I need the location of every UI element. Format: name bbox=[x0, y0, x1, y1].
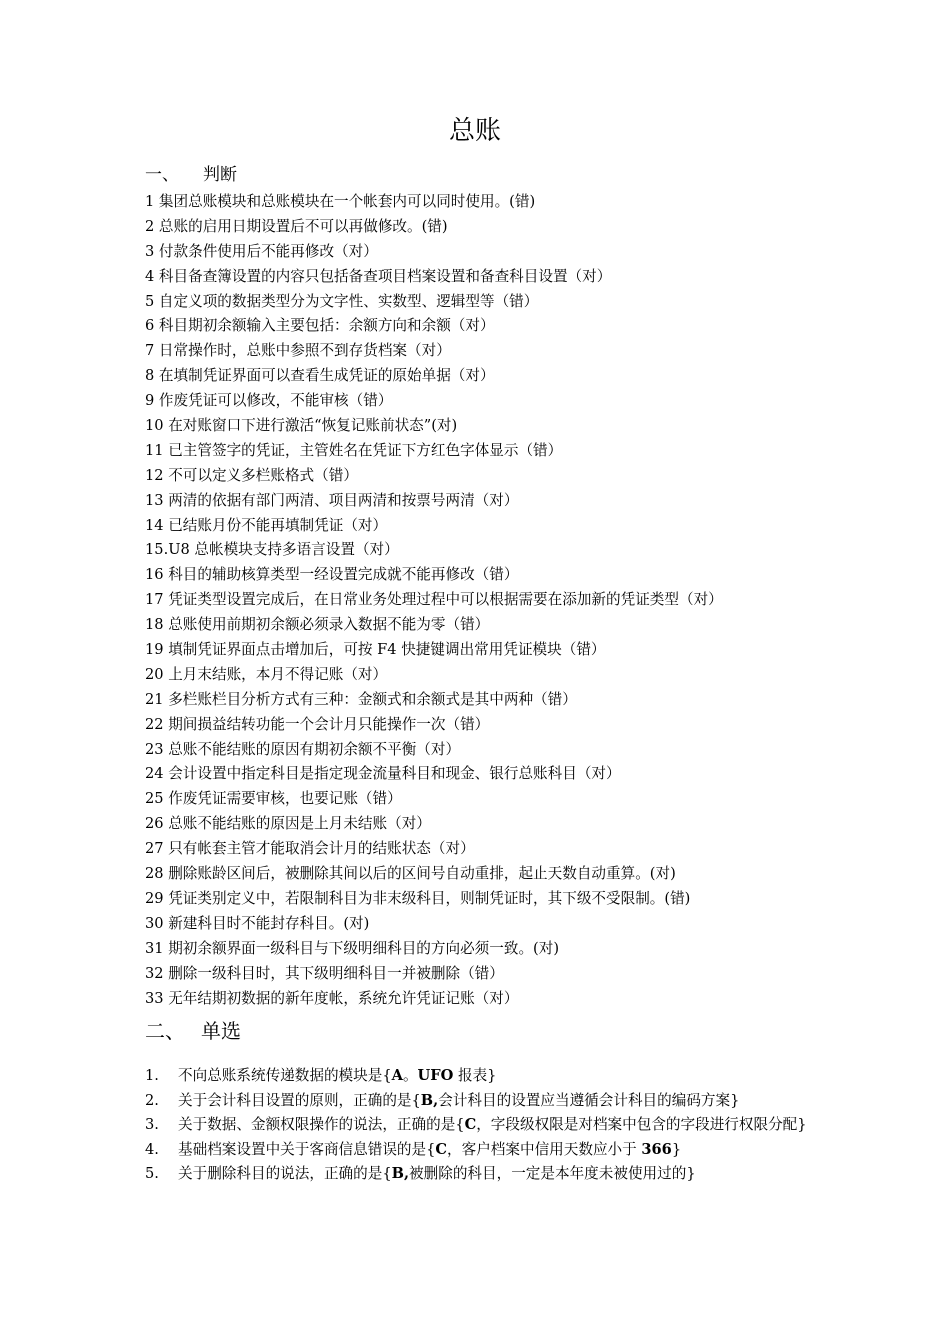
judgment-item: 16 科目的辅助核算类型一经设置完成就不能再修改（错） bbox=[145, 566, 519, 584]
question-number: 5. bbox=[145, 1165, 159, 1182]
judgment-item: 2 总账的启用日期设置后不可以再做修改。(错) bbox=[145, 217, 448, 235]
judgment-item: 14 已结账月份不能再填制凭证（对） bbox=[145, 516, 388, 534]
judgment-item: 19 填制凭证界面点击增加后，可按 F4 快捷键调出常用凭证模块（错） bbox=[145, 641, 606, 659]
judgment-item: 4 科目备查簿设置的内容只包括备查项目档案设置和备查科目设置（对） bbox=[145, 267, 612, 285]
question-number: 4. bbox=[145, 1140, 159, 1158]
judgment-item: 3 付款条件使用后不能再修改（对） bbox=[145, 242, 378, 260]
answer-letter: B, bbox=[420, 1091, 439, 1109]
answer-text: 被删除的科目，一定是本年度未被使用过的} bbox=[409, 1165, 696, 1182]
answer-letter: C bbox=[435, 1140, 448, 1158]
answer-text: ，字段级权限是对档案中包含的字段进行权限分配} bbox=[476, 1116, 807, 1133]
question-stem: 关于会计科目设置的原则，正确的是{ bbox=[178, 1091, 421, 1109]
judgment-item: 25 作废凭证需要审核，也要记账（错） bbox=[145, 790, 402, 808]
answer-text: ，客户档案中信用天数应小于 bbox=[447, 1140, 642, 1158]
answer-letter: B, bbox=[391, 1165, 410, 1182]
question-text bbox=[178, 1089, 815, 1113]
judgment-item: 7 日常操作时，总账中参照不到存货档案（对） bbox=[145, 342, 451, 360]
judgment-item: 18 总账使用前期初余额必须录入数据不能为零（错） bbox=[145, 616, 490, 634]
judgment-item: 11 已主管签字的凭证，主管姓名在凭证下方红色字体显示（错） bbox=[145, 441, 563, 459]
judgment-list bbox=[145, 190, 825, 1011]
judgment-item: 23 总账不能结账的原因有期初余额不平衡（对） bbox=[145, 740, 461, 758]
question-item bbox=[145, 1064, 815, 1088]
question-text bbox=[178, 1162, 815, 1186]
question-text bbox=[178, 1138, 815, 1162]
section-number: 一、 bbox=[145, 165, 179, 185]
judgment-item: 15.U8 总帐模块支持多语言设置（对） bbox=[145, 541, 399, 559]
judgment-item: 13 两清的依据有部门两清、项目两清和按票号两清（对） bbox=[145, 491, 519, 509]
judgment-item: 20 上月末结账，本月不得记账（对） bbox=[145, 665, 388, 683]
answer-emphasis: 366 bbox=[641, 1140, 672, 1158]
judgment-item: 17 凭证类型设置完成后，在日常业务处理过程中可以根据需要在添加新的凭证类型（对） bbox=[145, 591, 723, 609]
section-number: 二、 bbox=[145, 1019, 185, 1043]
judgment-item: 10 在对账窗口下进行激活“恢复记账前状态”(对) bbox=[145, 417, 458, 435]
judgment-item: 5 自定义项的数据类型分为文字性、实数型、逻辑型等（错） bbox=[145, 292, 539, 310]
question-stem: 关于删除科目的说法，正确的是{ bbox=[178, 1165, 392, 1182]
judgment-item: 26 总账不能结账的原因是上月未结账（对） bbox=[145, 815, 431, 833]
question-number: 3. bbox=[145, 1116, 159, 1133]
judgment-item: 32 删除一级科目时，其下级明细科目一并被删除（错） bbox=[145, 964, 504, 982]
judgment-item: 29 凭证类别定义中，若限制科目为非末级科目，则制凭证时，其下级不受限制。(错) bbox=[145, 889, 691, 907]
section-label: 单选 bbox=[201, 1019, 241, 1043]
judgment-item: 28 删除账龄区间后，被删除其间以后的区间号自动重排，起止天数自动重算。(对) bbox=[145, 865, 676, 883]
question-item bbox=[145, 1089, 815, 1113]
question-number: 2. bbox=[145, 1091, 159, 1109]
answer-tail: } bbox=[671, 1140, 682, 1158]
question-text bbox=[178, 1113, 815, 1137]
judgment-item: 33 无年结期初数据的新年度帐，系统允许凭证记账（对） bbox=[145, 989, 519, 1007]
judgment-item: 27 只有帐套主管才能取消会计月的结账状态（对） bbox=[145, 840, 475, 858]
judgment-item: 6 科目期初余额输入主要包括：余额方向和余额（对） bbox=[145, 317, 495, 335]
judgment-item: 9 作废凭证可以修改，不能审核（错） bbox=[145, 392, 393, 410]
answer-emphasis: UFO bbox=[417, 1067, 454, 1084]
judgment-item: 21 多栏账栏目分析方式有三种：金额式和余额式是其中两种（错） bbox=[145, 690, 577, 708]
page-title: 总账 bbox=[448, 116, 501, 146]
answer-letter: C bbox=[464, 1116, 477, 1133]
judgment-item: 31 期初余额界面一级科目与下级明细科目的方向必须一致。(对) bbox=[145, 939, 560, 957]
section-label: 判断 bbox=[203, 165, 237, 185]
answer-letter: A bbox=[391, 1067, 403, 1084]
judgment-item: 1 集团总账模块和总账模块在一个帐套内可以同时使用。(错) bbox=[145, 193, 536, 210]
section-judgment-heading bbox=[145, 164, 237, 186]
single-choice-list bbox=[145, 1064, 815, 1187]
question-stem: 不向总账系统传递数据的模块是{ bbox=[178, 1067, 392, 1084]
answer-text: 。 bbox=[402, 1067, 418, 1084]
answer-text: 会计科目的设置应当遵循会计科目的编码方案} bbox=[438, 1091, 740, 1109]
judgment-item: 30 新建科目时不能封存科目。(对) bbox=[145, 914, 370, 932]
judgment-item: 24 会计设置中指定科目是指定现金流量科目和现金、银行总账科目（对） bbox=[145, 765, 621, 783]
section-single-choice-heading bbox=[145, 1018, 241, 1044]
question-item bbox=[145, 1113, 815, 1137]
answer-tail: 报表} bbox=[453, 1067, 497, 1084]
judgment-item: 22 期间损益结转功能一个会计月只能操作一次（错） bbox=[145, 715, 490, 733]
judgment-item: 12 不可以定义多栏账格式（错） bbox=[145, 466, 358, 484]
question-item bbox=[145, 1162, 815, 1186]
question-stem: 基础档案设置中关于客商信息错误的是{ bbox=[178, 1140, 436, 1158]
question-text bbox=[178, 1064, 815, 1088]
question-item bbox=[145, 1138, 815, 1162]
judgment-item: 8 在填制凭证界面可以查看生成凭证的原始单据（对） bbox=[145, 367, 495, 385]
question-stem: 关于数据、金额权限操作的说法，正确的是{ bbox=[178, 1116, 465, 1133]
question-number: 1. bbox=[145, 1067, 159, 1084]
